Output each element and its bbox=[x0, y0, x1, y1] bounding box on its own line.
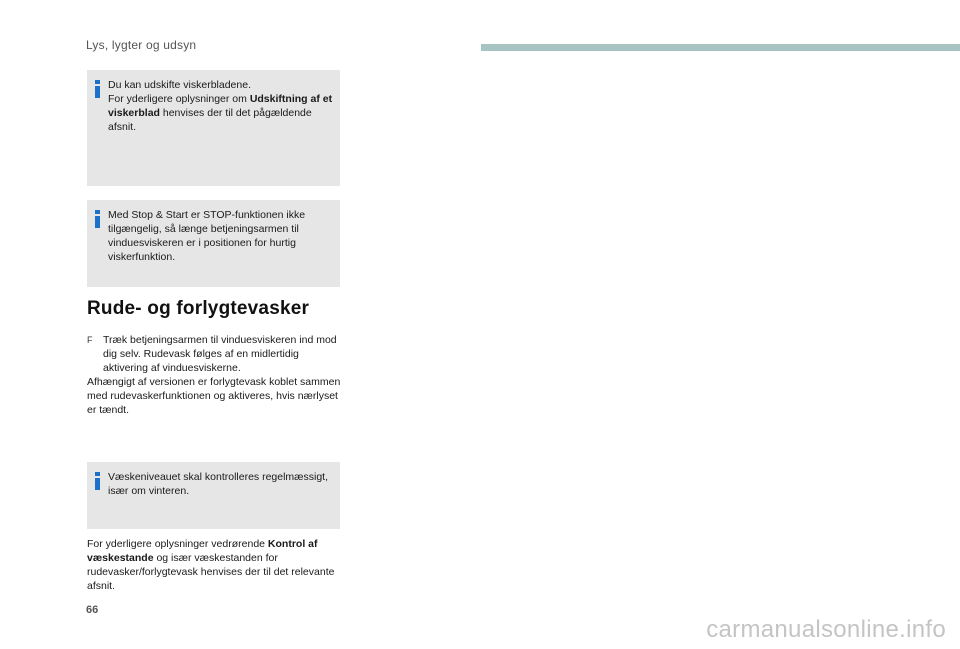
chapter-title: Lys, lygter og udsyn bbox=[86, 38, 197, 52]
cross-reference: Kontrol af væskestande bbox=[87, 538, 318, 564]
header-bar bbox=[481, 44, 960, 51]
bullet-text: Træk betjeningsarmen til vinduesviskeren ind mod dig selv. Rudevask følges af en midlertidig aktivering af vinduesviskerne. bbox=[103, 334, 337, 374]
section-heading: Rude- og forlygtevasker bbox=[87, 298, 310, 319]
info-icon bbox=[95, 472, 100, 490]
info-box-fluid-level bbox=[87, 462, 340, 529]
bullet-item bbox=[87, 333, 342, 375]
watermark: carmanualsonline.info bbox=[706, 616, 946, 643]
paragraph-headlamp-wash: Afhængigt af versionen er forlygtevask koblet sammen med rudevaskerfunktionen og aktiveres, hvis nærlyset er tændt. bbox=[87, 376, 341, 416]
bullet-marker: F bbox=[87, 335, 93, 345]
info-text: Du kan udskifte viskerbladene. For yderligere oplysninger om Udskiftning af et viskerblad henvises der til det pågældende afsnit. bbox=[108, 79, 333, 133]
info-icon bbox=[95, 210, 100, 228]
cross-reference: Udskiftning af et viskerblad bbox=[108, 93, 333, 119]
info-box-stop-start bbox=[87, 200, 340, 287]
page-number: 66 bbox=[86, 604, 99, 616]
paragraph-fluid-reference: For yderligere oplysninger vedrørende Kontrol af væskestande og især væskestanden for rudevasker/forlygtevask henvises der til det relevante afsnit. bbox=[87, 538, 335, 592]
info-text: Med Stop & Start er STOP-funktionen ikke tilgængelig, så længe betjeningsarmen til vinduesviskeren er i positionen for hurtig viskerfunktion. bbox=[108, 209, 306, 263]
info-icon bbox=[95, 80, 100, 98]
info-text: Væskeniveauet skal kontrolleres regelmæssigt, især om vinteren. bbox=[108, 471, 329, 497]
info-box-wiper-blades bbox=[87, 70, 340, 186]
